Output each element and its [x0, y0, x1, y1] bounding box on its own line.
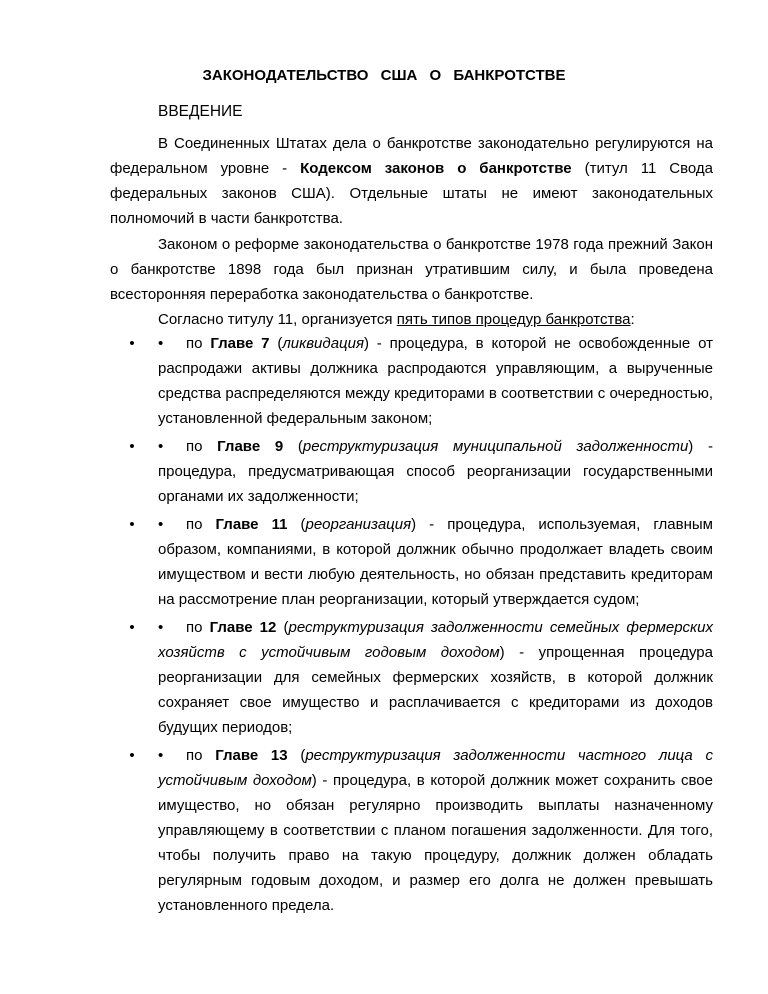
procedure-name: реструктуризация муниципальной задолженности: [302, 438, 689, 455]
chapter-label: Главе 11: [215, 516, 288, 533]
item-text: ) - упрощенная процедура реорганизации для семейных фермерских хозяйств, в которой должник сохраняет свое имущество и расплачивается с кредиторами из доходов будущих периодов;: [158, 644, 713, 736]
item-text: ) - процедура, используемая, главным образом, компаниями, в которой должник обычно продолжает владеть своим имуществом и вести любую деятельность, но обязан представить кредиторам на рассмотрение план реорганизации, который утверждается судом;: [158, 516, 713, 608]
item-text: (: [287, 747, 306, 764]
procedure-name: реорганизация: [305, 516, 412, 533]
procedure-name: ликвидация: [282, 335, 364, 352]
item-text: (: [283, 438, 303, 455]
procedure-name: реструктуризация задолженности семейных фермерских хозяйств с устойчивым годовым доходом: [158, 619, 713, 661]
bullet-icon: •: [158, 619, 164, 636]
bullet-icon: •: [129, 335, 135, 352]
procedure-list: [0, 331, 768, 921]
list-item: [0, 615, 713, 740]
item-text: ) - процедура, предусматривающая способ реорганизации государственными органами их задолженности;: [158, 438, 713, 505]
procedure-name: реструктуризация задолженности частного лица с устойчивым доходом: [158, 747, 713, 789]
item-text: по: [186, 747, 216, 764]
item-text: ) - процедура, в которой должник может сохранить свое имущество, но обязан регулярно производить выплаты назначенному управляющему в соответствии с планом погашения задолженности. Для того, чтобы получить право на такую процедуру, должник должен обладать регулярным годовым доходом, и размер его долга не должен превышать установленного предела.: [158, 772, 713, 914]
bullet-icon: •: [158, 747, 164, 764]
item-text: (: [287, 516, 306, 533]
paragraph-text: (титул 11 Свода федеральных законов США). Отдельные штаты не имеют законодательных полномочий в части банкротства.: [110, 160, 713, 227]
item-text: (: [276, 619, 289, 636]
section-heading: ВВЕДЕНИЕ: [158, 103, 243, 120]
list-item: [0, 512, 713, 612]
list-item: [0, 434, 713, 509]
list-item: [0, 331, 713, 431]
bullet-icon: •: [158, 335, 164, 352]
item-text: по: [186, 438, 218, 455]
paragraph-text: :: [630, 311, 635, 328]
paragraph-text: Согласно титулу 11, организуется: [158, 311, 397, 328]
chapter-label: Главе 12: [209, 619, 277, 636]
item-text: по: [186, 335, 211, 352]
chapter-label: Главе 13: [215, 747, 288, 764]
paragraph-intro: [110, 131, 713, 231]
paragraph-procedures: [110, 307, 713, 332]
bullet-icon: •: [158, 438, 164, 455]
bullet-icon: •: [129, 747, 135, 764]
item-text: (: [269, 335, 283, 352]
item-text: ) - процедура, в которой не освобожденные от распродажи активы должника распродаются управляющим, а вырученные средства распределяются между кредиторами в соответствии с очередностью, установленной федеральным законом;: [158, 335, 713, 427]
bullet-icon: •: [129, 516, 135, 533]
bullet-icon: •: [158, 516, 164, 533]
bullet-icon: •: [129, 438, 135, 455]
paragraph-text: В Соединенных Штатах дела о банкротстве законодательно регулируются на федеральном уровне -: [110, 135, 713, 177]
item-text: по: [186, 619, 210, 636]
paragraph-reform: Законом о реформе законодательства о банкротстве 1978 года прежний Закон о банкротстве 1898 года был признан утратившим силу, и была проведена всесторонняя переработка законодательства о банкротстве.: [110, 236, 713, 303]
chapter-label: Главе 7: [210, 335, 270, 352]
item-text: по: [186, 516, 216, 533]
list-item: [0, 743, 713, 918]
procedure-types-term: пять типов процедур банкротства: [396, 311, 631, 328]
document-title: ЗАКОНОДАТЕЛЬСТВО США О БАНКРОТСТВЕ: [202, 67, 566, 84]
chapter-label: Главе 9: [217, 438, 284, 455]
bankruptcy-code-term: Кодексом законов о банкротстве: [300, 160, 572, 177]
bullet-icon: •: [129, 619, 135, 636]
